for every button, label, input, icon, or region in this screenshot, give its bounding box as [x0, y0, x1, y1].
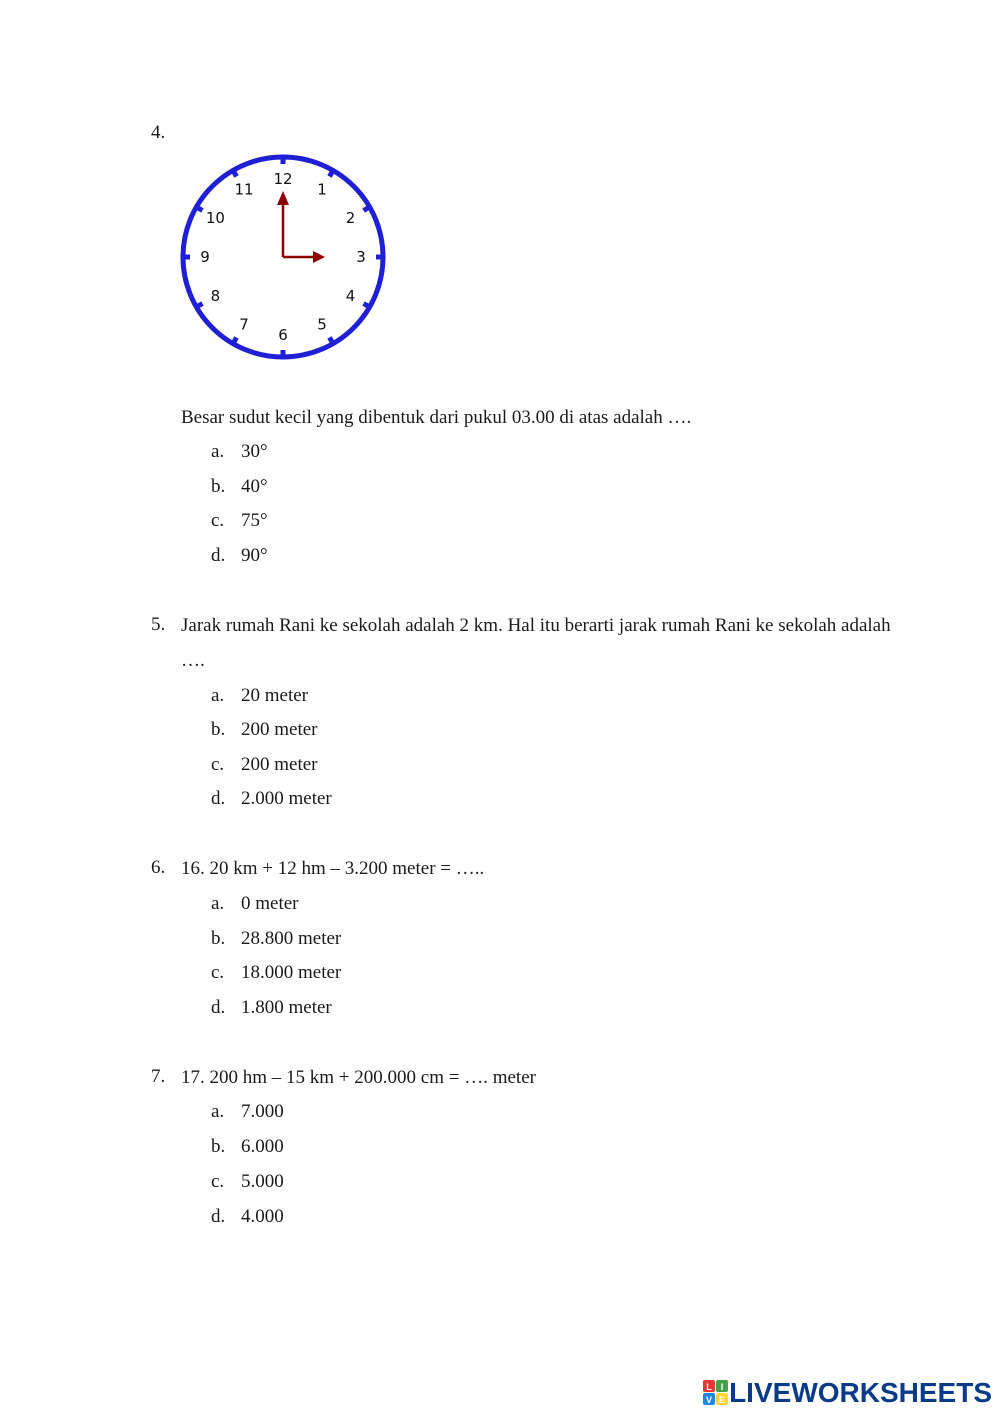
- logo-letter: E: [719, 1395, 726, 1405]
- option-letter: d.: [211, 788, 226, 809]
- question-number: 5.: [151, 614, 166, 635]
- option-value: 200 meter: [241, 754, 318, 775]
- option-value: 40°: [241, 476, 268, 497]
- option-letter: c.: [211, 510, 225, 531]
- question-number: 6.: [151, 857, 166, 878]
- clock-numeral: 12: [273, 170, 293, 188]
- question-text: 17. 200 hm – 15 km + 200.000 cm = …. meter: [181, 1067, 536, 1088]
- clock-numeral: 6: [278, 326, 288, 344]
- option-value: 6.000: [241, 1136, 284, 1157]
- option-letter: b.: [211, 928, 226, 949]
- clock-numeral: 1: [317, 180, 327, 199]
- clock-numeral: 4: [345, 287, 356, 305]
- option-value: 30°: [241, 441, 268, 462]
- clock-numeral: 8: [210, 287, 221, 305]
- brand-name: LIVEWORKSHEETS: [729, 1377, 992, 1408]
- clock-numeral: 10: [205, 209, 225, 227]
- option-letter: b.: [211, 476, 226, 497]
- option-letter: a.: [211, 685, 225, 706]
- option-value: 5.000: [241, 1171, 284, 1192]
- clock-image: [179, 153, 387, 361]
- option-value: 28.800 meter: [241, 928, 342, 949]
- question-text: 16. 20 km + 12 hm – 3.200 meter = …..: [181, 858, 485, 879]
- clock-numeral: 5: [317, 315, 327, 334]
- option-value: 200 meter: [241, 719, 318, 740]
- question-text: Jarak rumah Rani ke sekolah adalah 2 km. Hal itu berarti jarak rumah Rani ke sekolah adalah ….: [181, 615, 891, 671]
- clock-numeral: 7: [239, 315, 249, 334]
- option-letter: b.: [211, 719, 226, 740]
- clock-tick: [330, 170, 334, 177]
- question-number: 7.: [151, 1066, 166, 1087]
- option-letter: c.: [211, 754, 225, 775]
- clock-tick: [233, 338, 237, 345]
- liveworksheets-logo[interactable]: [703, 1375, 992, 1411]
- option-letter: a.: [211, 1101, 225, 1122]
- option-value: 1.800 meter: [241, 997, 332, 1018]
- question-text: Besar sudut kecil yang dibentuk dari pukul 03.00 di atas adalah ….: [181, 407, 692, 428]
- clock-tick: [233, 170, 237, 177]
- clock-tick: [196, 207, 203, 211]
- option-letter: d.: [211, 997, 226, 1018]
- logo-blocks-icon: [703, 1380, 729, 1406]
- clock-numeral: 11: [234, 180, 254, 199]
- option-value: 4.000: [241, 1206, 284, 1227]
- clock-tick: [364, 304, 371, 308]
- question-number: 4.: [151, 122, 166, 143]
- option-letter: c.: [211, 962, 225, 983]
- option-value: 0 meter: [241, 893, 299, 914]
- option-value: 18.000 meter: [241, 962, 342, 983]
- option-letter: a.: [211, 441, 225, 462]
- logo-letter: I: [720, 1382, 724, 1392]
- clock-tick: [196, 304, 203, 308]
- logo-letter: L: [706, 1382, 712, 1392]
- clock-numeral: 9: [200, 248, 210, 266]
- option-letter: a.: [211, 893, 225, 914]
- clock-numeral: 3: [356, 248, 366, 266]
- option-letter: c.: [211, 1171, 225, 1192]
- option-value: 75°: [241, 510, 268, 531]
- option-value: 20 meter: [241, 685, 309, 706]
- option-value: 7.000: [241, 1101, 284, 1122]
- option-letter: d.: [211, 545, 226, 566]
- clock-tick: [364, 207, 371, 211]
- clock-numeral: 2: [345, 209, 356, 227]
- option-letter: b.: [211, 1136, 226, 1157]
- option-letter: d.: [211, 1206, 226, 1227]
- clock-tick: [330, 338, 334, 345]
- option-value: 2.000 meter: [241, 788, 332, 809]
- option-value: 90°: [241, 545, 268, 566]
- logo-letter: V: [706, 1395, 713, 1405]
